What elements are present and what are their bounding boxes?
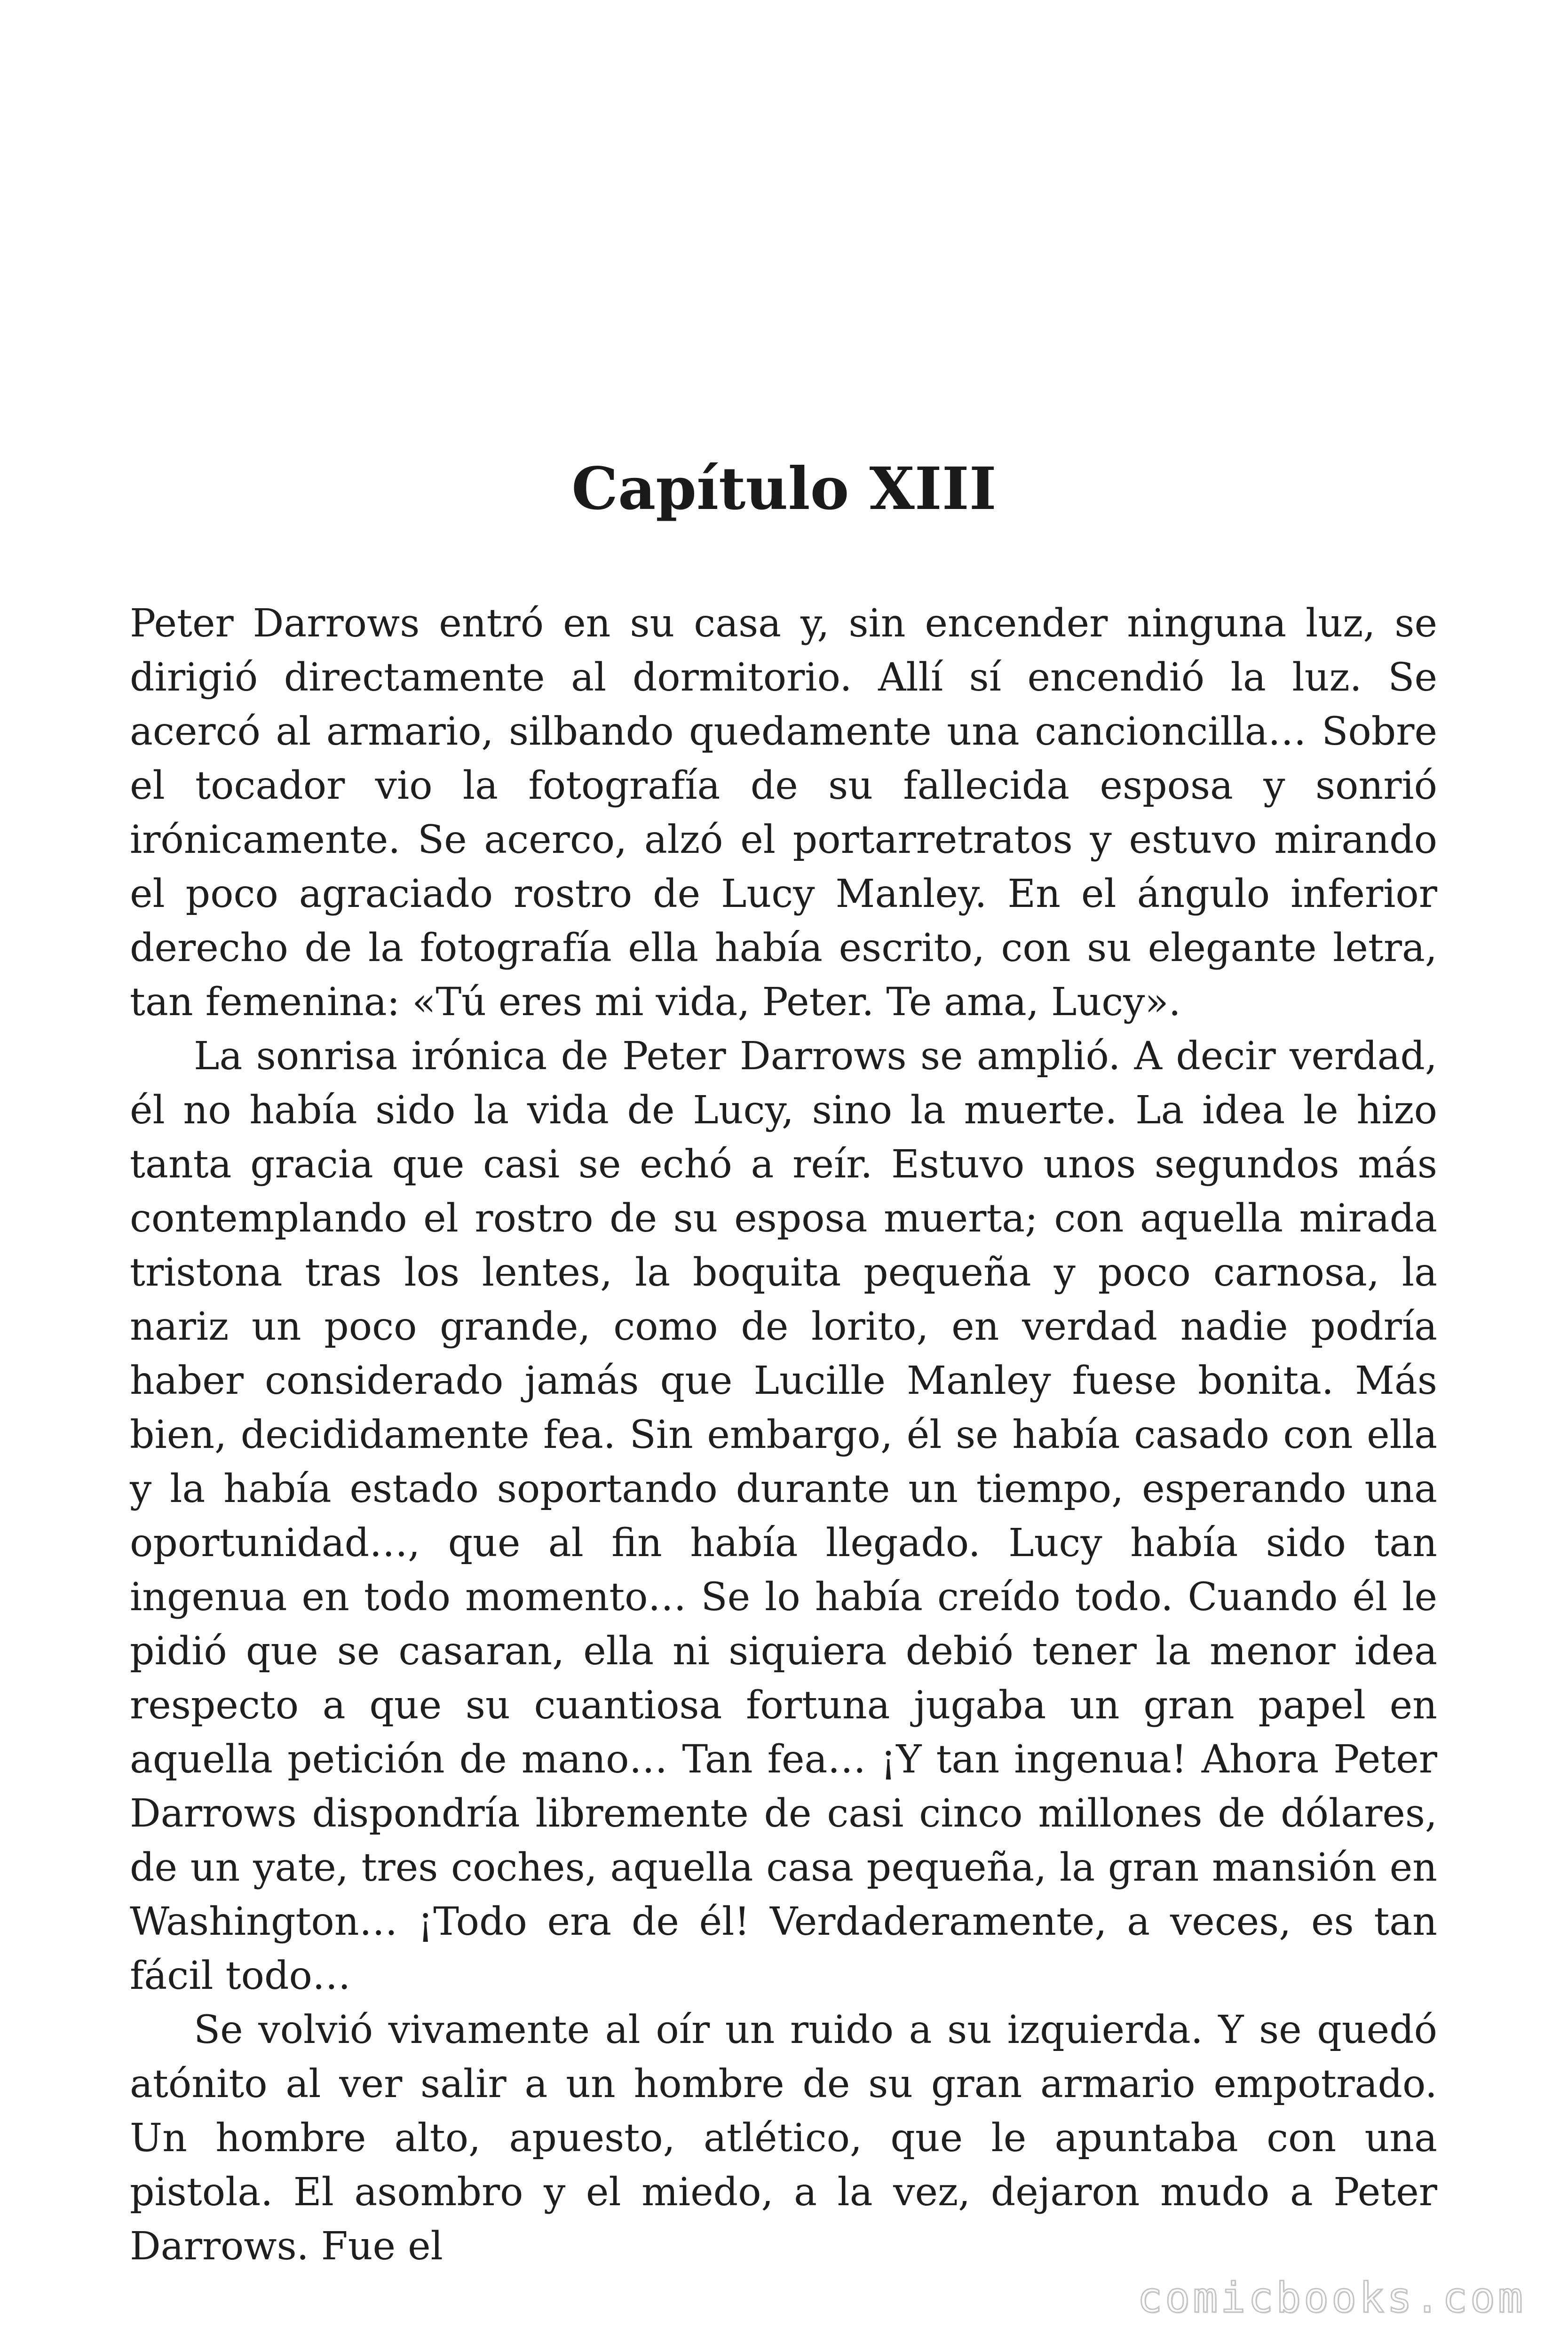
watermark: comicbooks.com [1137, 2273, 1526, 2322]
chapter-body [130, 596, 1437, 2273]
paragraph-3: Se volvió vivamente al oír un ruido a su izquierda. Y se quedó atónito al ver salir a un hombre de su gran armario empotrado. Un hombre alto, apuesto, atlético, que le apuntaba con una pistola. El asombro y el miedo, a la vez, dejaron mudo a Peter Darrows. Fue el [130, 2008, 1437, 2269]
paragraph-1: Peter Darrows entró en su casa y, sin encender ninguna luz, se dirigió directamente al dormitorio. Allí sí encendió la luz. Se acercó al armario, silbando quedamente una cancioncilla… Sobre el tocador vio la fotografía de su fallecida esposa y sonrió irónicamente. Se acerco, alzó el portarretratos y estuvo mirando el poco agraciado rostro de Lucy Manley. En el ángulo inferior derecho de la fotografía ella había escrito, con su elegante letra, tan femenina: «Tú eres mi vida, Peter. Te ama, Lucy». [130, 601, 1437, 1025]
paragraph-2: La sonrisa irónica de Peter Darrows se amplió. A decir verdad, él no había sido la vida de Lucy, sino la muerte. La idea le hizo tanta gracia que casi se echó a reír. Estuvo unos segundos más contemplando el rostro de su esposa muerta; con aquella mirada tristona tras los lentes, la boquita pequeña y poco carnosa, la nariz un poco grande, como de lorito, en verdad nadie podría haber considerado jamás que Lucille Manley fuese bonita. Más bien, decididamente fea. Sin embargo, él se había casado con ella y la había estado soportando durante un tiempo, esperando una oportunidad…, que al fin había llegado. Lucy había sido tan ingenua en todo momento… Se lo había creído todo. Cuando él le pidió que se casaran, ella ni siquiera debió tener la menor idea respecto a que su cuantiosa fortuna jugaba un gran papel en aquella petición de mano… Tan fea… ¡Y tan ingenua! Ahora Peter Darrows dispondría libremente de casi cinco millones de dólares, de un yate, tres coches, aquella casa pequeña, la gran mansión en Washington… ¡Todo era de él! Verdaderamente, a veces, es tan fácil todo… [130, 1034, 1437, 1998]
chapter-title: Capítulo XIII [571, 455, 997, 523]
